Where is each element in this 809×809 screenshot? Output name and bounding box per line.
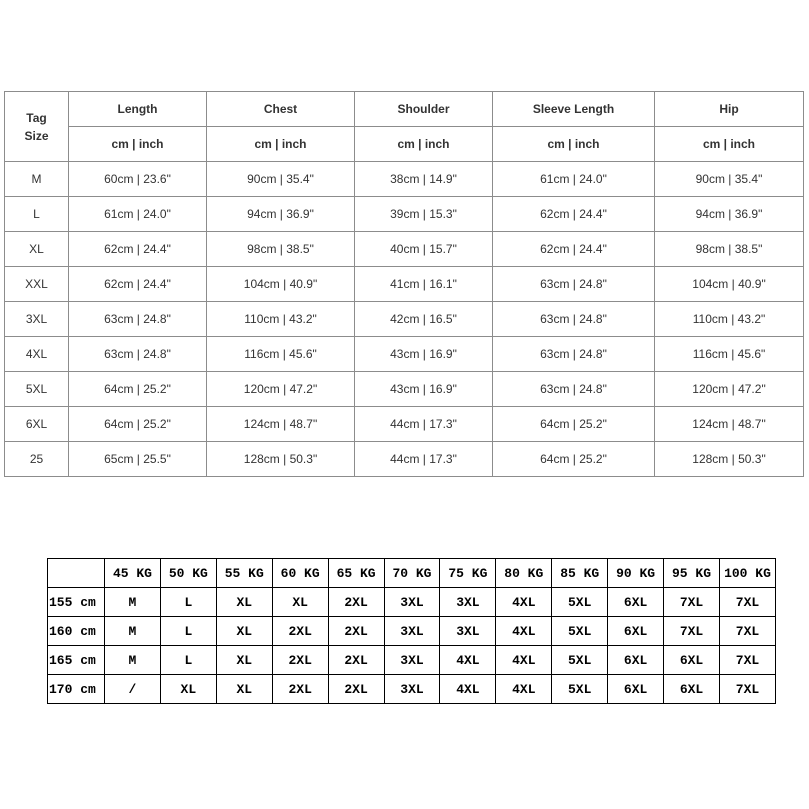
weight-header-cell: 90 KG: [608, 559, 664, 588]
size-recommendation-cell: 6XL: [608, 675, 664, 704]
measurement-cell: 63cm | 24.8": [69, 337, 207, 372]
measurement-cell: 62cm | 24.4": [493, 197, 655, 232]
height-label-cell: 160 cm: [48, 617, 105, 646]
measurement-cell: 124cm | 48.7": [207, 407, 355, 442]
measurement-cell: 63cm | 24.8": [493, 337, 655, 372]
size-recommendation-cell: 3XL: [440, 617, 496, 646]
weight-header-cell: 85 KG: [552, 559, 608, 588]
table-row: [5, 197, 804, 232]
table-row: [48, 617, 776, 646]
weight-height-table: [47, 558, 776, 704]
size-recommendation-cell: 3XL: [384, 588, 440, 617]
size-recommendation-cell: 2XL: [328, 646, 384, 675]
measurement-cell: 64cm | 25.2": [69, 372, 207, 407]
measurement-cell: 43cm | 16.9": [355, 372, 493, 407]
measurement-cell: 98cm | 38.5": [207, 232, 355, 267]
size-recommendation-cell: 2XL: [272, 675, 328, 704]
measurement-cell: 61cm | 24.0": [69, 197, 207, 232]
measurement-cell: 116cm | 45.6": [207, 337, 355, 372]
measurement-cell: 63cm | 24.8": [493, 302, 655, 337]
measurement-cell: 124cm | 48.7": [655, 407, 804, 442]
table-row: [5, 267, 804, 302]
size-recommendation-cell: 3XL: [384, 646, 440, 675]
measurement-cell: 64cm | 25.2": [493, 442, 655, 477]
size-recommendation-cell: 5XL: [552, 675, 608, 704]
size-recommendation-cell: XL: [272, 588, 328, 617]
measurement-cell: 64cm | 25.2": [493, 407, 655, 442]
corner-cell: [48, 559, 105, 588]
table-row: [5, 337, 804, 372]
measurement-cell: 62cm | 24.4": [69, 267, 207, 302]
measurement-cell: 60cm | 23.6": [69, 162, 207, 197]
column-header-length: Length: [69, 92, 207, 127]
height-label-cell: 155 cm: [48, 588, 105, 617]
measurement-cell: 44cm | 17.3": [355, 407, 493, 442]
unit-header-hip: cm | inch: [655, 127, 804, 162]
size-recommendation-cell: 2XL: [328, 617, 384, 646]
unit-header-length: cm | inch: [69, 127, 207, 162]
measurement-cell: 42cm | 16.5": [355, 302, 493, 337]
size-recommendation-cell: /: [105, 675, 161, 704]
table-row: [48, 675, 776, 704]
size-recommendation-cell: 6XL: [608, 646, 664, 675]
table-row: [5, 232, 804, 267]
measurement-cell: 104cm | 40.9": [207, 267, 355, 302]
size-label-cell: XL: [5, 232, 69, 267]
table-row: [48, 646, 776, 675]
size-recommendation-cell: 3XL: [384, 617, 440, 646]
size-recommendation-cell: 6XL: [664, 646, 720, 675]
size-label-cell: XXL: [5, 267, 69, 302]
size-recommendation-cell: XL: [160, 675, 216, 704]
tag-size-header: [5, 92, 69, 162]
size-recommendation-cell: 2XL: [328, 675, 384, 704]
table-row: [5, 162, 804, 197]
weight-header-cell: 60 KG: [272, 559, 328, 588]
measurement-cell: 94cm | 36.9": [207, 197, 355, 232]
size-recommendation-cell: M: [105, 617, 161, 646]
size-label-cell: 5XL: [5, 372, 69, 407]
measurement-cell: 63cm | 24.8": [69, 302, 207, 337]
size-recommendation-cell: 6XL: [664, 675, 720, 704]
size-recommendation-cell: 4XL: [496, 617, 552, 646]
size-label: Size: [24, 128, 49, 143]
measurement-cell: 64cm | 25.2": [69, 407, 207, 442]
measurement-cell: 62cm | 24.4": [69, 232, 207, 267]
weight-header-cell: 65 KG: [328, 559, 384, 588]
size-recommendation-cell: 2XL: [272, 617, 328, 646]
size-recommendation-cell: XL: [216, 588, 272, 617]
measurement-cell: 62cm | 24.4": [493, 232, 655, 267]
measurement-cell: 104cm | 40.9": [655, 267, 804, 302]
measurement-cell: 38cm | 14.9": [355, 162, 493, 197]
measurement-cell: 39cm | 15.3": [355, 197, 493, 232]
measurement-cell: 63cm | 24.8": [493, 372, 655, 407]
measurement-cell: 63cm | 24.8": [493, 267, 655, 302]
weight-header-cell: 100 KG: [719, 559, 775, 588]
size-recommendation-cell: M: [105, 646, 161, 675]
table-row: [5, 407, 804, 442]
measurement-cell: 44cm | 17.3": [355, 442, 493, 477]
size-recommendation-cell: 7XL: [719, 646, 775, 675]
size-recommendation-cell: 7XL: [719, 617, 775, 646]
size-recommendation-cell: 5XL: [552, 646, 608, 675]
size-recommendation-cell: L: [160, 588, 216, 617]
weight-header-cell: 45 KG: [105, 559, 161, 588]
size-label-cell: 3XL: [5, 302, 69, 337]
tag-label: Tag: [26, 110, 47, 125]
size-recommendation-cell: M: [105, 588, 161, 617]
size-recommendation-cell: 4XL: [496, 646, 552, 675]
table-row: [5, 372, 804, 407]
size-recommendation-cell: 6XL: [608, 588, 664, 617]
size-recommendation-cell: XL: [216, 646, 272, 675]
weight-header-row: [48, 559, 776, 588]
size-recommendation-cell: XL: [216, 617, 272, 646]
weight-header-cell: 50 KG: [160, 559, 216, 588]
table-row: [5, 442, 804, 477]
measurement-cell: 65cm | 25.5": [69, 442, 207, 477]
measurement-cell: 43cm | 16.9": [355, 337, 493, 372]
size-recommendation-cell: 2XL: [328, 588, 384, 617]
size-recommendation-cell: 5XL: [552, 588, 608, 617]
measurement-cell: 120cm | 47.2": [207, 372, 355, 407]
height-label-cell: 170 cm: [48, 675, 105, 704]
measurement-cell: 116cm | 45.6": [655, 337, 804, 372]
size-label-cell: 25: [5, 442, 69, 477]
size-label-cell: M: [5, 162, 69, 197]
size-recommendation-cell: L: [160, 646, 216, 675]
size-label-cell: L: [5, 197, 69, 232]
measurement-cell: 110cm | 43.2": [207, 302, 355, 337]
column-header-shoulder: Shoulder: [355, 92, 493, 127]
size-recommendation-cell: 7XL: [719, 675, 775, 704]
weight-header-cell: 55 KG: [216, 559, 272, 588]
size-recommendation-cell: 7XL: [664, 617, 720, 646]
size-recommendation-cell: 7XL: [664, 588, 720, 617]
size-recommendation-cell: 3XL: [440, 588, 496, 617]
size-recommendation-cell: 7XL: [719, 588, 775, 617]
size-label-cell: 6XL: [5, 407, 69, 442]
column-header-chest: Chest: [207, 92, 355, 127]
measurement-cell: 40cm | 15.7": [355, 232, 493, 267]
size-measurement-table: [4, 91, 804, 477]
size-units-row: [5, 127, 804, 162]
measurement-cell: 90cm | 35.4": [655, 162, 804, 197]
size-recommendation-cell: 4XL: [496, 588, 552, 617]
size-recommendation-cell: 2XL: [272, 646, 328, 675]
size-recommendation-cell: 4XL: [440, 646, 496, 675]
unit-header-shoulder: cm | inch: [355, 127, 493, 162]
unit-header-sleeve-length: cm | inch: [493, 127, 655, 162]
weight-header-cell: 80 KG: [496, 559, 552, 588]
size-header-row: [5, 92, 804, 127]
size-recommendation-cell: XL: [216, 675, 272, 704]
measurement-cell: 41cm | 16.1": [355, 267, 493, 302]
unit-header-chest: cm | inch: [207, 127, 355, 162]
measurement-cell: 98cm | 38.5": [655, 232, 804, 267]
table-row: [5, 302, 804, 337]
column-header-sleeve-length: Sleeve Length: [493, 92, 655, 127]
measurement-cell: 94cm | 36.9": [655, 197, 804, 232]
size-recommendation-cell: 3XL: [384, 675, 440, 704]
size-recommendation-cell: 4XL: [496, 675, 552, 704]
size-recommendation-cell: L: [160, 617, 216, 646]
weight-header-cell: 75 KG: [440, 559, 496, 588]
size-recommendation-cell: 6XL: [608, 617, 664, 646]
height-label-cell: 165 cm: [48, 646, 105, 675]
weight-header-cell: 95 KG: [664, 559, 720, 588]
weight-header-cell: 70 KG: [384, 559, 440, 588]
measurement-cell: 128cm | 50.3": [655, 442, 804, 477]
size-recommendation-cell: 5XL: [552, 617, 608, 646]
measurement-cell: 90cm | 35.4": [207, 162, 355, 197]
measurement-cell: 128cm | 50.3": [207, 442, 355, 477]
table-row: [48, 588, 776, 617]
measurement-cell: 61cm | 24.0": [493, 162, 655, 197]
size-label-cell: 4XL: [5, 337, 69, 372]
size-recommendation-cell: 4XL: [440, 675, 496, 704]
measurement-cell: 110cm | 43.2": [655, 302, 804, 337]
column-header-hip: Hip: [655, 92, 804, 127]
measurement-cell: 120cm | 47.2": [655, 372, 804, 407]
